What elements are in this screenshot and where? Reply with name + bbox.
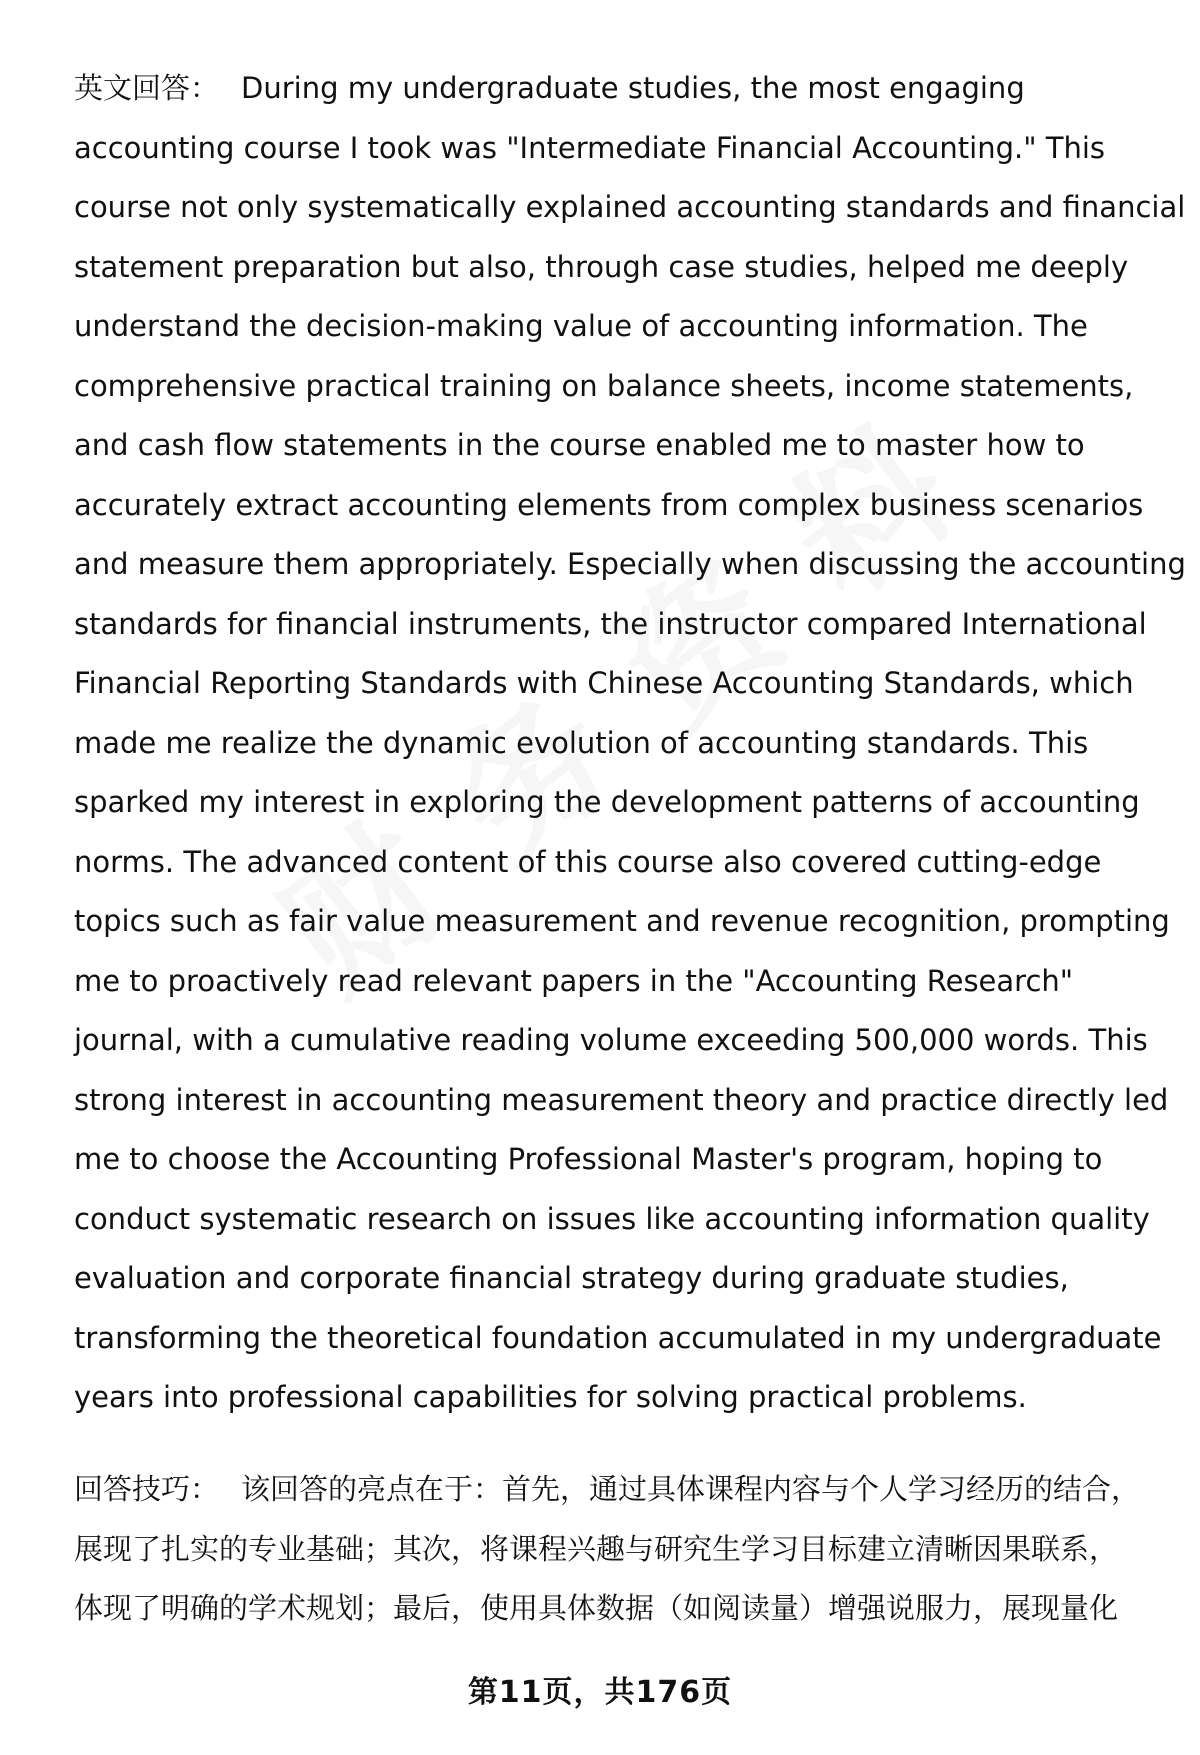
answer-tips-line: 展现了扎实的专业基础；其次，将课程兴趣与研究生学习目标建立清晰因果联系， xyxy=(74,1531,1119,1566)
english-answer-line: years into professional capabilities for solving practical problems. xyxy=(74,1380,1027,1414)
english-answer-line: journal, with a cumulative reading volume exceeding 500,000 words. This xyxy=(74,1023,1148,1057)
english-answer-line: accounting course I took was "Intermediate Financial Accounting." This xyxy=(74,130,1106,165)
english-answer-line: standards for financial instruments, the instructor compared International xyxy=(74,606,1147,641)
english-answer-line: sparked my interest in exploring the development patterns of accounting xyxy=(74,785,1140,819)
answer-tips-label: 回答技巧： xyxy=(74,1472,220,1506)
answer-tips-line: 体现了明确的学术规划；最后，使用具体数据（如阅读量）增强说服力，展现量化 xyxy=(74,1591,1119,1625)
english-answer-line: made me realize the dynamic evolution of accounting standards. This xyxy=(74,725,1089,760)
english-answer-line: and cash flow statements in the course enabled me to master how to xyxy=(74,428,1085,462)
english-answer-line: and measure them appropriately. Especially when discussing the accounting xyxy=(74,547,1186,581)
english-answer-line: me to choose the Accounting Professional Master's program, hoping to xyxy=(74,1142,1103,1176)
english-answer-line: me to proactively read relevant papers in the "Accounting Research" xyxy=(74,963,1074,998)
english-answer-line: accurately extract accounting elements from complex business scenarios xyxy=(74,487,1144,522)
english-answer-section xyxy=(74,59,1186,1428)
english-answer-line: understand the decision-making value of accounting information. The xyxy=(74,309,1088,343)
english-answer-label: 英文回答： xyxy=(74,71,220,105)
english-answer-line: norms. The advanced content of this course also covered cutting-edge xyxy=(74,844,1102,879)
english-answer-line: transforming the theoretical foundation accumulated in my undergraduate xyxy=(74,1320,1162,1355)
english-answer-line: topics such as fair value measurement and revenue recognition, prompting xyxy=(74,904,1170,938)
answer-tips-section xyxy=(74,1460,1164,1639)
english-answer-line: strong interest in accounting measurement theory and practice directly led xyxy=(74,1082,1169,1117)
english-answer-line: conduct systematic research on issues like accounting information quality xyxy=(74,1201,1150,1236)
english-answer-line: comprehensive practical training on balance sheets, income statements, xyxy=(74,368,1134,403)
english-answer-line: Financial Reporting Standards with Chinese Accounting Standards, which xyxy=(74,666,1134,700)
page-number: 第11页，共176页 xyxy=(467,1675,733,1710)
english-answer-line: statement preparation but also, through case studies, helped me deeply xyxy=(74,249,1129,284)
answer-tips-line: 回答技巧： 该回答的亮点在于：首先，通过具体课程内容与个人学习经历的结合， xyxy=(74,1472,1141,1506)
english-answer-line: 英文回答： During my undergraduate studies, the most engaging xyxy=(74,71,1025,105)
english-answer-line: course not only systematically explained accounting standards and financial xyxy=(74,190,1186,224)
english-answer-line: evaluation and corporate financial strategy during graduate studies, xyxy=(74,1261,1069,1295)
